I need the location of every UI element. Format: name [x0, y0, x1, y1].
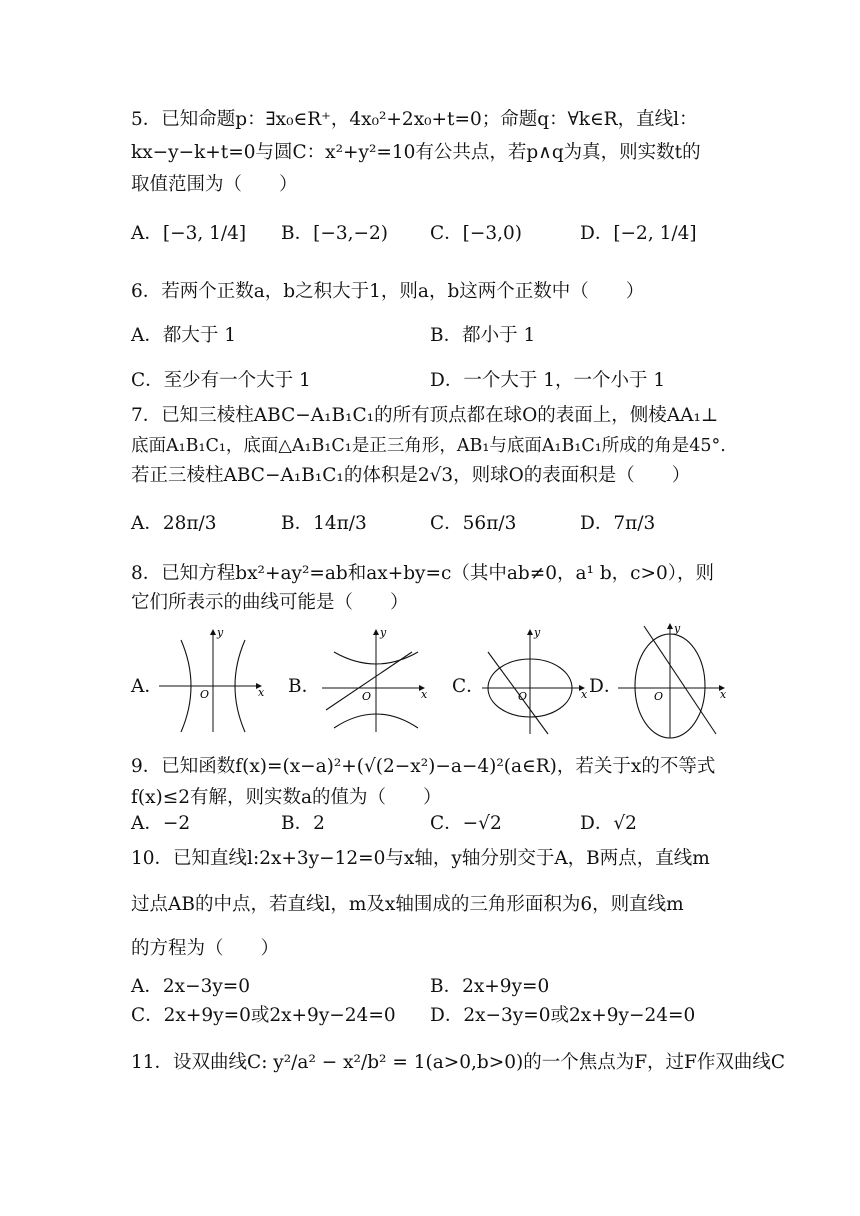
q8-figure-label-a: A． [131, 676, 163, 697]
q5-line3: 取值范围为（ ） [131, 174, 298, 195]
line [488, 652, 548, 734]
origin-label: O [654, 690, 664, 703]
q7-line3: 若正三棱柱ABC−A₁B₁C₁的体积是2√3，则球O的表面积是（ ） [131, 465, 691, 486]
q8-figure-a [155, 622, 267, 737]
q6-option-a: A．都大于 1 [131, 325, 237, 346]
q6-option-c: C．至少有一个大于 1 [131, 370, 311, 391]
q10-option-d: D．2x−3y=0或2x+9y−24=0 [430, 1005, 696, 1026]
q9-option-a: A．−2 [131, 813, 191, 834]
q6-option-b: B．都小于 1 [430, 325, 536, 346]
q9-line1: 9．已知函数f(x)=(x−a)²+(√(2−x²)−a−4)²(a∈R)，若关于x的不等式 [131, 756, 716, 777]
q11-line1: 11．设双曲线C: y²/a² − x²/b² = 1(a>0,b>0)的一个焦点为F，过F作双曲线C [131, 1052, 786, 1073]
q10-option-a: A．2x−3y=0 [131, 976, 251, 997]
q8-line1: 8．已知方程bx²+ay²=ab和ax+by=c（其中ab≠0，a¹ b，c>0），则 [131, 563, 715, 584]
q10-line2: 过点AB的中点，若直线l，m及x轴围成的三角形面积为6，则直线m [131, 894, 684, 915]
q6-line1: 6．若两个正数a，b之积大于1，则a，b这两个正数中（ ） [131, 281, 645, 302]
q9-option-c: C．−√2 [430, 813, 502, 834]
x-axis-label: x [421, 688, 428, 701]
q8-figure-c [478, 622, 590, 737]
q8-figure-d [614, 618, 730, 742]
q8-figure-label-d: D． [589, 676, 623, 697]
q7-option-a: A．28π/3 [131, 513, 217, 534]
origin-label: O [518, 690, 528, 703]
q7-line1: 7．已知三棱柱ABC−A₁B₁C₁的所有顶点都在球O的表面上，侧棱AA₁⊥ [131, 405, 719, 426]
y-axis-label: y [534, 626, 541, 639]
q7-option-b: B．14π/3 [281, 513, 367, 534]
y-axis-label: y [380, 626, 387, 639]
q5-option-c: C．[−3,0) [430, 223, 523, 244]
q5-option-d: D．[−2, 1/4] [580, 223, 697, 244]
q10-line3: 的方程为（ ） [131, 938, 280, 959]
q5-option-b: B．[−3,−2) [281, 223, 388, 244]
q8-line2: 它们所表示的曲线可能是（ ） [131, 592, 409, 613]
x-axis-label: x [581, 688, 588, 701]
q10-option-c: C．2x+9y=0或2x+9y−24=0 [131, 1005, 396, 1026]
q8-figure-b [318, 622, 430, 737]
q9-line2: f(x)≤2有解，则实数a的值为（ ） [131, 787, 442, 808]
q7-line2: 底面A₁B₁C₁，底面△A₁B₁C₁是正三角形，AB₁与底面A₁B₁C₁所成的角是45°. [131, 436, 726, 456]
q6-option-d: D．一个大于 1，一个小于 1 [430, 370, 666, 391]
q8-figure-label-b: B． [288, 676, 321, 697]
q7-option-c: C．56π/3 [430, 513, 517, 534]
q9-option-b: B．2 [281, 813, 325, 834]
q5-option-a: A．[−3, 1/4] [131, 223, 247, 244]
q9-option-d: D．√2 [580, 813, 637, 834]
x-axis-label: x [258, 686, 265, 699]
q10-option-b: B．2x+9y=0 [430, 976, 550, 997]
y-axis-label: y [217, 626, 224, 639]
origin-label: O [362, 690, 372, 703]
q7-option-d: D．7π/3 [580, 513, 656, 534]
y-axis-label: y [674, 622, 681, 635]
origin-label: O [200, 688, 210, 701]
x-axis-label: x [720, 688, 727, 701]
q5-line1: 5．已知命题p：∃x₀∈R⁺，4x₀²+2x₀+t=0；命题q：∀k∈R，直线l： [131, 109, 698, 130]
q5-line2: kx−y−k+t=0与圆C：x²+y²=10有公共点，若p∧q为真，则实数t的 [131, 142, 701, 163]
q8-figure-label-c: C． [452, 676, 485, 697]
q10-line1: 10．已知直线l:2x+3y−12=0与x轴，y轴分别交于A，B两点，直线m [131, 848, 710, 869]
